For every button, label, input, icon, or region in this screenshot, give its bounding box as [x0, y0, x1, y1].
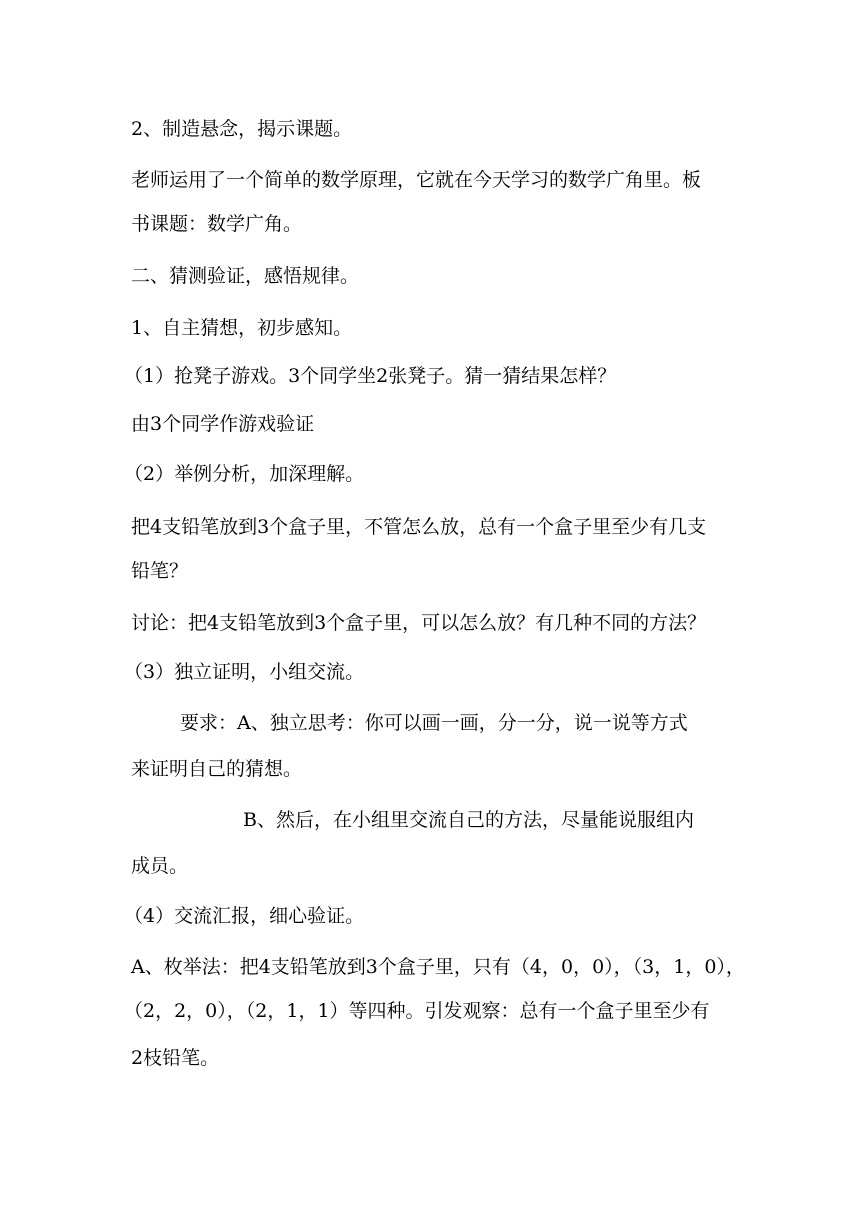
- paragraph-text: 来证明自己的猜想。: [131, 758, 303, 780]
- paragraph-text: （3）独立证明，小组交流。: [124, 661, 365, 683]
- paragraph-text: 书课题：数学广角。: [131, 213, 303, 235]
- paragraph-text: A、枚举法：把4支铅笔放到3个盒子里，只有（4，0，0），（3，1，0），: [131, 956, 745, 978]
- paragraph-text: （2，2，0），（2，1，1）等四种。引发观察：总有一个盒子里至少有: [124, 1000, 710, 1022]
- paragraph-text: 讨论：把4支铅笔放到3个盒子里，可以怎么放？有几种不同的方法？: [131, 612, 707, 634]
- paragraph-text: （2）举例分析，加深理解。: [124, 463, 365, 485]
- section-step-2-heading: 2、制造悬念，揭示课题。: [131, 118, 353, 140]
- paragraph-text: B、然后，在小组里交流自己的方法，尽量能说服组内: [243, 809, 694, 831]
- paragraph-text: 由3个同学作游戏验证: [131, 413, 315, 435]
- paragraph-text: 把4支铅笔放到3个盒子里，不管怎么放，总有一个盒子里至少有几支: [131, 516, 707, 538]
- subsection-heading: 1、自主猜想，初步感知。: [131, 317, 353, 339]
- paragraph-text: （4）交流汇报，细心验证。: [124, 905, 365, 927]
- paragraph-text: 成员。: [131, 855, 189, 877]
- paragraph-text: 2枝铅笔。: [131, 1047, 220, 1069]
- section-heading: 二、猜测验证，感悟规律。: [131, 265, 360, 287]
- paragraph-text: 老师运用了一个简单的数学原理，它就在今天学习的数学广角里。板: [131, 169, 702, 191]
- paragraph-text: （1）抢凳子游戏。3个同学坐2张凳子。猜一猜结果怎样？: [124, 365, 617, 387]
- paragraph-text: 铅笔？: [131, 560, 189, 582]
- paragraph-text: 要求：A、独立思考：你可以画一画，分一分，说一说等方式: [180, 712, 688, 734]
